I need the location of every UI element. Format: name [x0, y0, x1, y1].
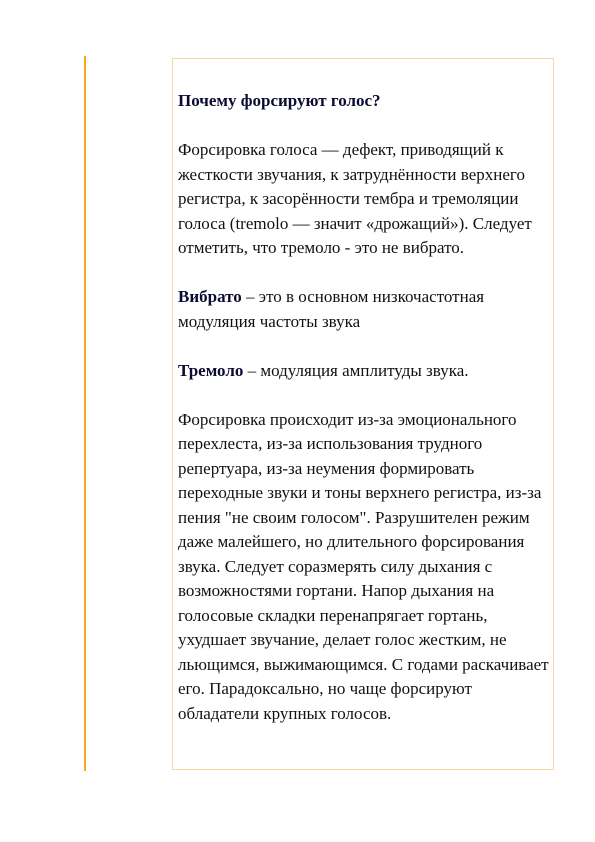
intro-paragraph: Форсировка голоса — дефект, приводящий к жесткости звучания, к затруднённости верхнего регистра, к засорённости тембра и тремоляции голоса (tremolo — значит «дрожащий»). Следует отметить, что тремоло - это не вибрато. [178, 140, 532, 257]
vibrato-definition [178, 285, 549, 334]
left-margin-rule [84, 56, 86, 771]
vibrato-term: Вибрато [178, 287, 242, 306]
vibrato-description: – это в основном низкочастотная модуляция частоты звука [178, 287, 485, 331]
text-frame [172, 58, 554, 770]
tremolo-term: Тремоло [178, 360, 244, 380]
tremolo-description: – модуляция амплитуды звука. [243, 360, 469, 380]
document-heading: Почему форсируют голос? [178, 91, 381, 110]
tremolo-definition [178, 359, 549, 384]
causes-paragraph: Форсировка происходит из-за эмоционального перехлеста, из-за использования трудного репертуара, из-за неумения формировать переходные звуки и тоны верхнего регистра, из-за пения "не своим голосом". Разрушителен режим даже малейшего, но длительного форсирования звука. Следует соразмерять силу дыхания с возможностями гортани. Напор дыхания на голосовые складки перенапрягает гортань, ухудшает звучание, делает голос жестким, не льющимся, выжимающимся. С годами раскачивает его. Парадоксально, но чаще форсируют обладатели крупных голосов. [178, 409, 549, 723]
